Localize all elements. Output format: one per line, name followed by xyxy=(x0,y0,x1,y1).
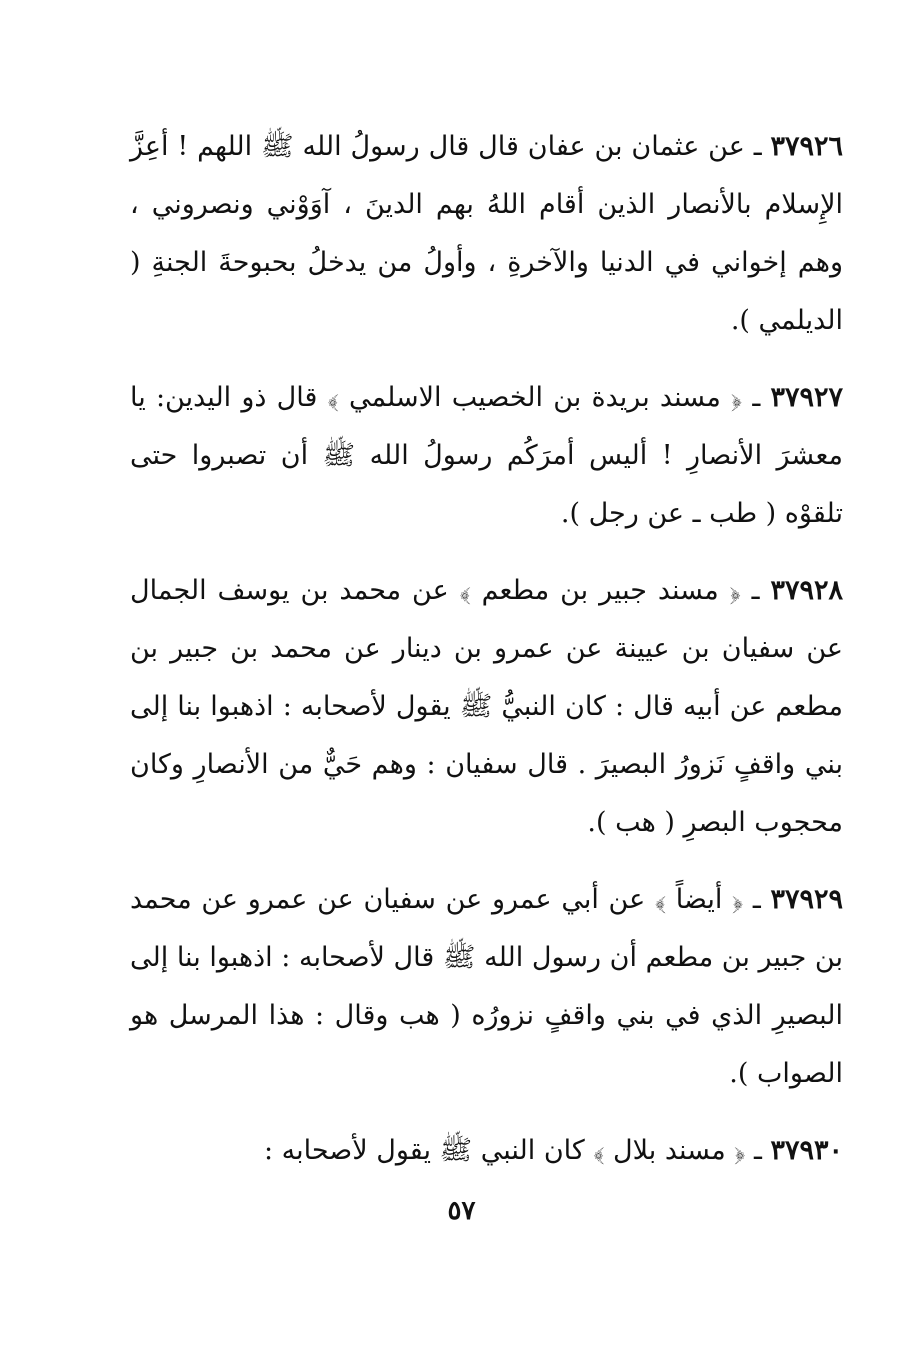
hadith-text: ـ عن عثمان بن عفان قال قال رسولُ الله ﷺ اللهم ! أعِزَّ الإِسلام بالأنصار الذين أقام اللهُ بهم الدينَ ، آوَوْني ونصروني ، وهم إخواني في الدنيا والآخرةِ ، وأولُ من يدخلُ بحبوحةَ الجنةِ ( الديلمي ). xyxy=(130,131,843,336)
page-body xyxy=(130,118,843,1180)
hadith-number: ٣٧٩٣٠ xyxy=(770,1135,843,1166)
hadith-paragraph xyxy=(130,1122,843,1180)
hadith-paragraph xyxy=(130,871,843,1103)
hadith-number: ٣٧٩٢٧ xyxy=(770,382,843,413)
hadith-text: ـ ﴿ مسند جبير بن مطعم ﴾ عن محمد بن يوسف الجمال عن سفيان بن عيينة عن عمرو بن دينار عن محمد بن جبير بن مطعم عن أبيه قال : كان النبيُّ ﷺ يقول لأصحابه : اذهبوا بنا إلى بني واقفٍ نَزورُ البصيرَ . قال سفيان : وهم حَيٌّ من الأنصارِ وكان محجوب البصرِ ( هب ). xyxy=(130,575,843,838)
hadith-text: ـ ﴿ أيضاً ﴾ عن أبي عمرو عن سفيان عن عمرو عن محمد بن جبير بن مطعم أن رسول الله ﷺ قال لأصحابه : اذهبوا بنا إلى البصيرِ الذي في بني واقفٍ نزورُه ( هب وقال : هذا المرسل هو الصواب ). xyxy=(130,884,843,1089)
page-number: ٥٧ xyxy=(447,1196,476,1226)
hadith-number: ٣٧٩٢٦ xyxy=(770,131,843,162)
hadith-text: ـ ﴿ مسند بريدة بن الخصيب الاسلمي ﴾ قال ذو اليدين: يا معشرَ الأنصارِ ! أليس أمرَكُم رسولُ الله ﷺ أن تصبروا حتى تلقوْه ( طب ـ عن رجل ). xyxy=(130,382,843,529)
hadith-text: ـ ﴿ مسند بلال ﴾ كان النبي ﷺ يقول لأصحابه : xyxy=(263,1135,762,1166)
hadith-paragraph xyxy=(130,118,843,350)
hadith-paragraph xyxy=(130,562,843,852)
hadith-number: ٣٧٩٢٩ xyxy=(770,884,843,915)
hadith-paragraph xyxy=(130,369,843,543)
hadith-number: ٣٧٩٢٨ xyxy=(770,575,843,606)
